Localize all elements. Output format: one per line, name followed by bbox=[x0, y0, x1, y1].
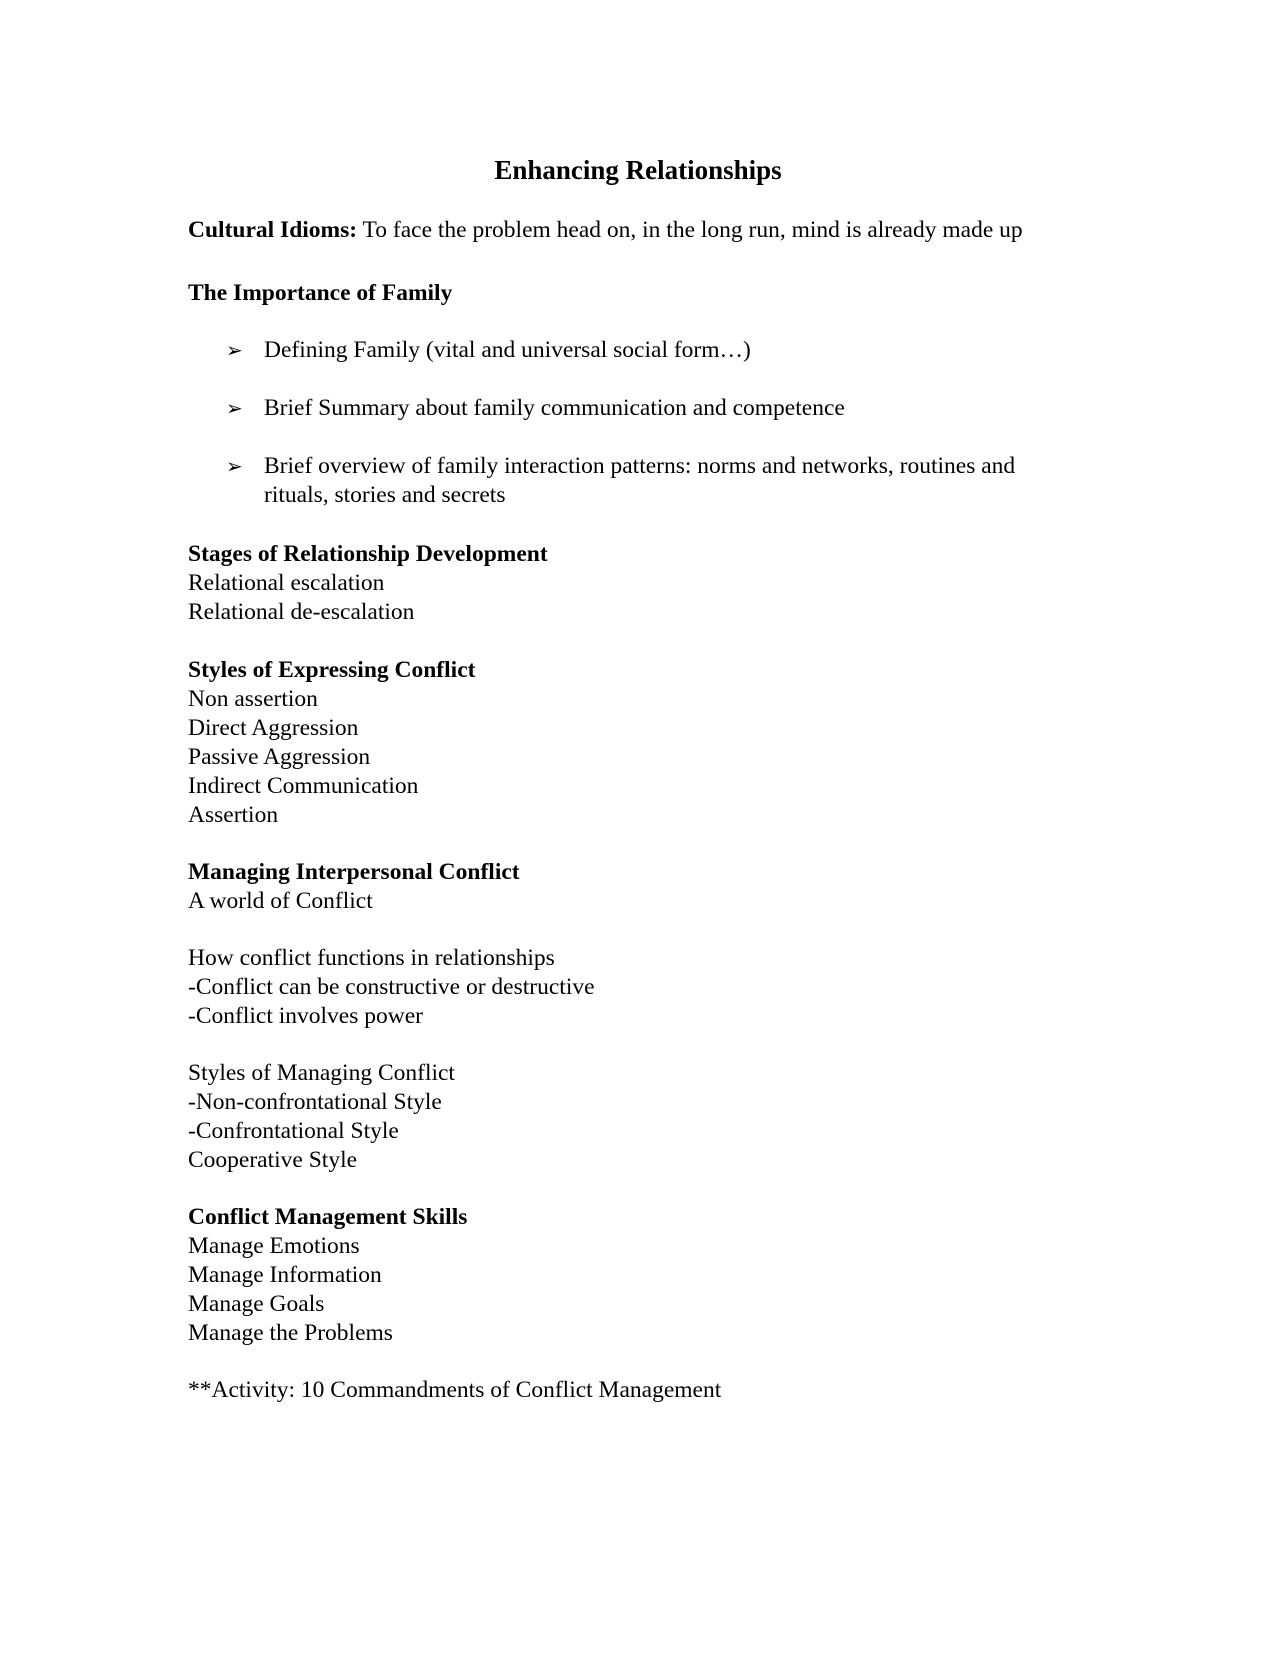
styles-expressing-line: Direct Aggression bbox=[188, 715, 359, 741]
skills-line: Manage Information bbox=[188, 1262, 382, 1288]
stages-line: Relational de-escalation bbox=[188, 599, 415, 625]
styles-expressing-line: Non assertion bbox=[188, 686, 318, 712]
styles-managing-line: -Non-confrontational Style bbox=[188, 1089, 442, 1115]
cultural-idioms-paragraph bbox=[188, 216, 1108, 245]
family-bullet-text: Brief overview of family interaction patterns: norms and networks, routines and rituals, stories and secrets bbox=[264, 453, 1016, 508]
family-bullet-text: Brief Summary about family communication and competence bbox=[264, 395, 845, 421]
activity-line: **Activity: 10 Commandments of Conflict Management bbox=[188, 1377, 722, 1403]
document-title: Enhancing Relationships bbox=[494, 155, 782, 185]
managing-interpersonal-section bbox=[188, 858, 1108, 916]
conflict-functions-line: -Conflict involves power bbox=[188, 1003, 423, 1029]
styles-managing-line: Cooperative Style bbox=[188, 1147, 358, 1173]
skills-section bbox=[188, 1203, 1108, 1348]
arrowhead-bullet-icon: ➢ bbox=[226, 396, 243, 420]
styles-managing-section bbox=[188, 1059, 1108, 1175]
styles-expressing-heading: Styles of Expressing Conflict bbox=[188, 657, 476, 683]
skills-heading: Conflict Management Skills bbox=[188, 1204, 468, 1230]
stages-heading: Stages of Relationship Development bbox=[188, 541, 548, 567]
importance-of-family-heading: The Importance of Family bbox=[188, 280, 453, 306]
styles-managing-line: Styles of Managing Conflict bbox=[188, 1060, 455, 1086]
styles-expressing-line: Passive Aggression bbox=[188, 744, 371, 770]
family-bullet-text: Defining Family (vital and universal social form…) bbox=[264, 337, 751, 363]
skills-line: Manage the Problems bbox=[188, 1320, 393, 1346]
styles-expressing-line: Indirect Communication bbox=[188, 773, 419, 799]
conflict-functions-line: -Conflict can be constructive or destructive bbox=[188, 974, 595, 1000]
styles-expressing-line: Assertion bbox=[188, 802, 279, 828]
skills-line: Manage Goals bbox=[188, 1291, 325, 1317]
cultural-idioms-label: Cultural Idioms: bbox=[188, 217, 358, 243]
arrowhead-bullet-icon: ➢ bbox=[226, 338, 243, 362]
managing-interpersonal-line: A world of Conflict bbox=[188, 888, 373, 914]
stages-section bbox=[188, 540, 1108, 627]
skills-line: Manage Emotions bbox=[188, 1233, 360, 1259]
managing-interpersonal-heading: Managing Interpersonal Conflict bbox=[188, 859, 520, 885]
stages-line: Relational escalation bbox=[188, 570, 385, 596]
conflict-functions-line: How conflict functions in relationships bbox=[188, 945, 555, 971]
arrowhead-bullet-icon: ➢ bbox=[226, 454, 243, 478]
cultural-idioms-text: To face the problem head on, in the long run, mind is already made up bbox=[357, 217, 1023, 243]
styles-expressing-section bbox=[188, 656, 1108, 830]
styles-managing-line: -Confrontational Style bbox=[188, 1118, 399, 1144]
conflict-functions-section bbox=[188, 944, 1108, 1031]
